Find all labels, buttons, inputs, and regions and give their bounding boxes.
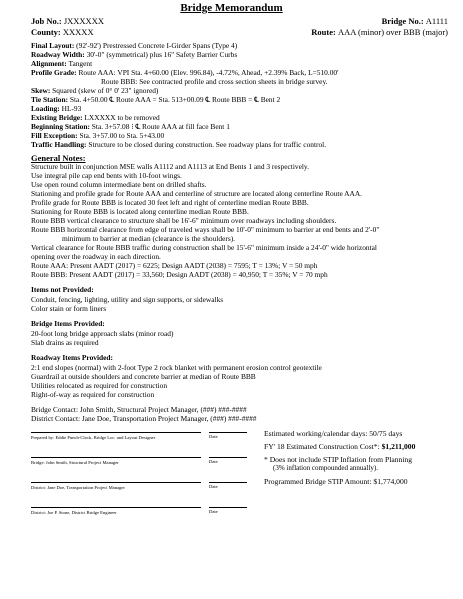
cost-value: $1,211,000: [381, 442, 416, 451]
signature-date-label: Date: [209, 434, 218, 439]
signature-date-label: Date: [209, 459, 218, 464]
list-item: Utilities relocated as required for construction: [31, 381, 168, 390]
note-line: minimum to barrier at median (clearance is the shoulders).: [62, 234, 236, 243]
note-line: Route BBB: Present AADT (2017) = 33,560; Design AADT (2038) = 40,950; T = 35%; V = 70 mph: [31, 270, 328, 279]
bridge-contact: Bridge Contact: John Smith, Structural Project Manager, (###) ###-####: [31, 405, 247, 414]
list-item: Right-of-way as required for construction: [31, 390, 155, 399]
detail-line: Final Layout: (92'-92') Prestressed Concrete I-Girder Spans (Type 4): [31, 41, 238, 50]
detail-line: Traffic Handling: Structure to be closed during construction. See roadway plans for traffic control.: [31, 140, 327, 149]
note-line: opening over the roadway in each direction.: [31, 252, 161, 261]
signature-line: [31, 507, 201, 508]
date-line: [209, 482, 247, 483]
detail-line: Loading: HL-93: [31, 104, 82, 113]
detail-line: Skew: Squared (skew of 0° 0' 23" ignored): [31, 86, 159, 95]
list-item: 20-foot long bridge approach slabs (minor road): [31, 329, 174, 338]
detail-line: Existing Bridge: LXXXXX to be removed: [31, 113, 160, 122]
signature-block: [31, 457, 241, 466]
signature-line: [31, 432, 201, 433]
note-line: Stationing for Route BBB is located along centerline median Route BBB.: [31, 207, 249, 216]
signature-block: [31, 507, 241, 516]
signature-name: District: Joe P. Stone, District Bridge Engineer: [31, 510, 117, 515]
job-label: Job No.:: [31, 16, 62, 26]
list-item: Guardrail at outside shoulders and concrete barrier at median of Route BBB: [31, 372, 256, 381]
general-notes-heading: General Notes:: [31, 153, 86, 163]
note-line: Stationing and profile grade for Route AAA and centerline of structure are located along centerline Route AAA.: [31, 189, 363, 198]
signature-date-label: Date: [209, 484, 218, 489]
list-item: Color stain or form liners: [31, 304, 107, 313]
inflation-note: * Does not include STIP Inflation from Planning: [264, 455, 412, 464]
memo-title: Bridge Memorandum: [180, 2, 283, 14]
bridge-number: [382, 16, 448, 26]
signature-name: Bridge: John Smith, Structural Project Manager: [31, 460, 119, 465]
route-value: AAA (minor) over BBB (major): [337, 27, 448, 37]
bridge-label: Bridge No.:: [381, 16, 424, 26]
detail-line: Tie Station: Sta. 4+50.00 ℄ Route AAA = Sta. 513+00.09 ℄ Route BBB = ℄ Bent 2: [31, 95, 281, 104]
note-line: Route BBB vertical clearance to structure shall be 16'-6" minimum over roadways including shoulders.: [31, 216, 337, 225]
note-line: Profile grade for Route BBB is located 30 feet left and right of centerline median Route BBB.: [31, 198, 309, 207]
stip-amount: Programmed Bridge STIP Amount: $1,774,000: [264, 477, 408, 486]
bridge-items-heading: Bridge Items Provided:: [31, 319, 105, 328]
county-value: XXXXX: [62, 27, 94, 37]
note-line: Use integral pile cap end bents with 10-foot wings.: [31, 171, 182, 180]
inflation-note-detail: (3% inflation compounded annually).: [273, 464, 378, 472]
route: [311, 27, 448, 37]
note-line: Use open round column intermediate bent on drilled shafts.: [31, 180, 207, 189]
items-not-provided-heading: Items not Provided:: [31, 285, 94, 294]
working-days: Estimated working/calendar days: 50/75 days: [264, 429, 403, 438]
list-item: 2:1 end slopes (normal) with 2-foot Type 2 rock blanket with permanent erosion control geotextile: [31, 363, 322, 372]
roadway-items-heading: Roadway Items Provided:: [31, 353, 113, 362]
county: [31, 27, 94, 37]
note-line: Vertical clearance for Route BBB traffic during construction shall be 15'-6" minimum inside a 24'-0" wide horizontal: [31, 243, 377, 252]
list-item: Conduit, fencing, lighting, utility and sign supports, or sidewalks: [31, 295, 224, 304]
signature-block: [31, 432, 241, 441]
signature-name: Prepared by: Eddie Punch-Clock, Bridge Loc. and Layout Designer: [31, 435, 156, 440]
district-contact: District Contact: Jane Doe, Transportation Project Manager, (###) ###-####: [31, 414, 257, 423]
detail-line: Route BBB: See contracted profile and cross section sheets in bridge survey.: [101, 77, 328, 86]
route-label: Route:: [311, 27, 336, 37]
detail-line: Beginning Station: Sta. 3+57.08 ⁝ ℄ Route AAA at fill face Bent 1: [31, 122, 230, 131]
list-item: Slab drains as required: [31, 338, 99, 347]
signature-block: [31, 482, 241, 491]
note-line: Route AAA: Present AADT (2017) = 6225; Design AADT (2038) = 7595; T = 13%; V = 50 mph: [31, 261, 318, 270]
detail-line: Profile Grade: Route AAA: VPI Sta. 4+60.00 (Elev. 996.84), -4.72%, Ahead, +2.39% Back, L=510.00': [31, 68, 339, 77]
date-line: [209, 507, 247, 508]
signature-date-label: Date: [209, 509, 218, 514]
detail-line: Alignment: Tangent: [31, 59, 93, 68]
date-line: [209, 457, 247, 458]
detail-line: Roadway Width: 30'-0" (symmetrical) plus 16" Safety Barrier Curbs: [31, 50, 238, 59]
county-label: County:: [31, 27, 61, 37]
note-line: Route BBB horizontal clearance from edge of traveled ways shall be 10'-0" minimum to barrier at end bents and 2'-0": [31, 225, 380, 234]
job-value: JXXXXXX: [63, 16, 104, 26]
cost-label: FY' 18 Estimated Construction Cost*:: [264, 442, 382, 451]
construction-cost: [264, 442, 415, 451]
date-line: [209, 432, 247, 433]
detail-line: Fill Exception: Sta. 3+57.00 to Sta. 5+43.00: [31, 131, 165, 140]
note-line: Structure built in conjunction MSE walls A1112 and A1113 at End Bents 1 and 3 respectively.: [31, 162, 309, 171]
signature-line: [31, 482, 201, 483]
signature-name: District: Jane Doe, Transportation Project Manager: [31, 485, 125, 490]
job-number: [31, 16, 104, 26]
signature-line: [31, 457, 201, 458]
bridge-value: A1111: [425, 16, 448, 26]
